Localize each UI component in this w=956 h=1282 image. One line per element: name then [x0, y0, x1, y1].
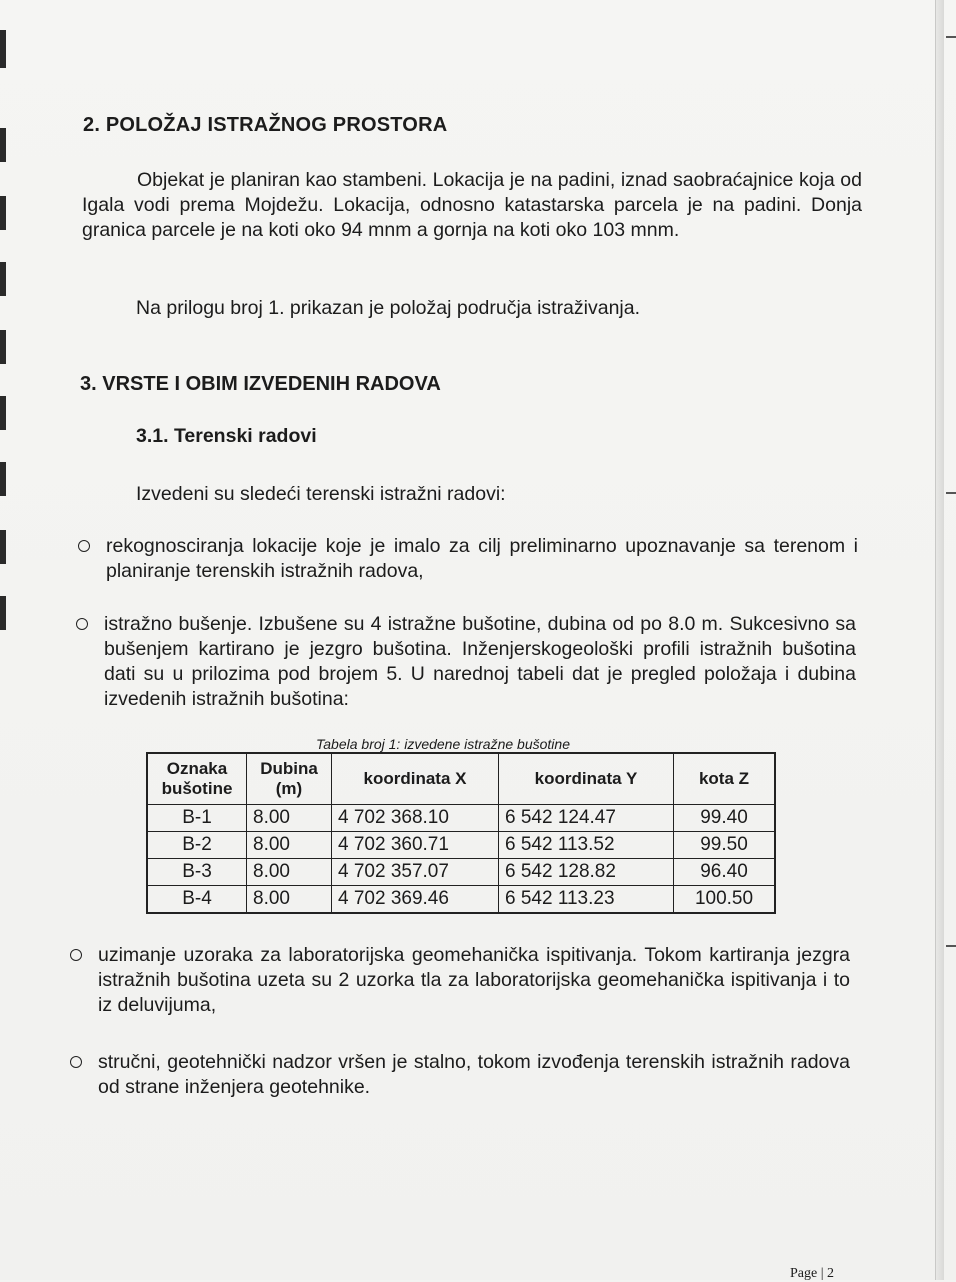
table-row [147, 886, 775, 914]
cell-y: 6 542 128.82 [499, 859, 674, 886]
header-oznaka: Oznaka bušotine [147, 753, 247, 805]
cell-oznaka: B-4 [147, 886, 247, 914]
cell-x: 4 702 360.71 [332, 832, 499, 859]
list-item: istražno bušenje. Izbušene su 4 istražne bušotine, dubina od po 8.0 m. Sukcesivno sa bušenjem kartirano je jezgro bušotina. Inženjerskogeološki profili istražnih bušotina dati su u prilozima pod brojem 5. U narednoj tabeli dat je pregled položaja i dubina izvedenih istražnih bušotina: [104, 612, 856, 712]
cell-oznaka: B-1 [147, 805, 247, 832]
cell-z: 96.40 [674, 859, 776, 886]
table-row [147, 832, 775, 859]
cell-oznaka: B-2 [147, 832, 247, 859]
header-dubina: Dubina (m) [247, 753, 332, 805]
cell-z: 99.40 [674, 805, 776, 832]
cell-dubina: 8.00 [247, 859, 332, 886]
cell-dubina: 8.00 [247, 832, 332, 859]
cell-y: 6 542 124.47 [499, 805, 674, 832]
header-koordinata-y: koordinata Y [499, 753, 674, 805]
table-row [147, 805, 775, 832]
binding-marks [0, 0, 10, 1280]
field-works-intro: Izvedeni su sledeći terenski istražni radovi: [136, 483, 506, 505]
table-row [147, 859, 775, 886]
cell-y: 6 542 113.23 [499, 886, 674, 914]
boreholes-table [146, 752, 776, 914]
list-item: stručni, geotehnički nadzor vršen je stalno, tokom izvođenja terenskih istražnih radova od strane inženjera geotehnike. [98, 1050, 850, 1100]
section-3-title: 3. VRSTE I OBIM IZVEDENIH RADOVA [80, 373, 441, 395]
cell-dubina: 8.00 [247, 805, 332, 832]
page-number: Page | 2 [790, 1266, 835, 1281]
cell-x: 4 702 357.07 [332, 859, 499, 886]
bullet-circle-icon [70, 1056, 82, 1068]
cell-y: 6 542 113.52 [499, 832, 674, 859]
section-2-title: 2. POLOŽAJ ISTRAŽNOG PROSTORA [83, 114, 448, 136]
header-koordinata-x: koordinata X [332, 753, 499, 805]
section-2-paragraph-2: Na prilogu broj 1. prikazan je položaj područja istraživanja. [136, 297, 641, 319]
cell-dubina: 8.00 [247, 886, 332, 914]
cell-oznaka: B-3 [147, 859, 247, 886]
cell-z: 100.50 [674, 886, 776, 914]
header-kota-z: kota Z [674, 753, 776, 805]
table-caption: Tabela broj 1: izvedene istražne bušotine [316, 736, 570, 752]
bullet-circle-icon [78, 540, 90, 552]
list-item: rekognosciranja lokacije koje je imalo za cilj preliminarno upoznavanje sa terenom i planiranje terenskih istražnih radova, [106, 534, 858, 584]
page-edge [935, 0, 944, 1280]
table-header-row [147, 753, 775, 805]
bullet-circle-icon [76, 618, 88, 630]
bullet-circle-icon [70, 949, 82, 961]
cell-x: 4 702 369.46 [332, 886, 499, 914]
subsection-3-1-title: 3.1. Terenski radovi [136, 425, 317, 447]
cell-x: 4 702 368.10 [332, 805, 499, 832]
cell-z: 99.50 [674, 832, 776, 859]
list-item: uzimanje uzoraka za laboratorijska geomehanička ispitivanja. Tokom kartiranja jezgra istražnih bušotina uzeta su 2 uzorka tla za laboratorijska geomehanička ispitivanja i to iz deluvijuma, [98, 943, 850, 1018]
section-2-paragraph: Objekat je planiran kao stambeni. Lokacija je na padini, iznad saobraćajnice koja od Igala vodi prema Mojdežu. Lokacija, odnosno katastarska parcela je na padini. Donja granica parcele je na koti oko 94 mnm a gornja na koti oko 103 mnm. [82, 169, 862, 241]
